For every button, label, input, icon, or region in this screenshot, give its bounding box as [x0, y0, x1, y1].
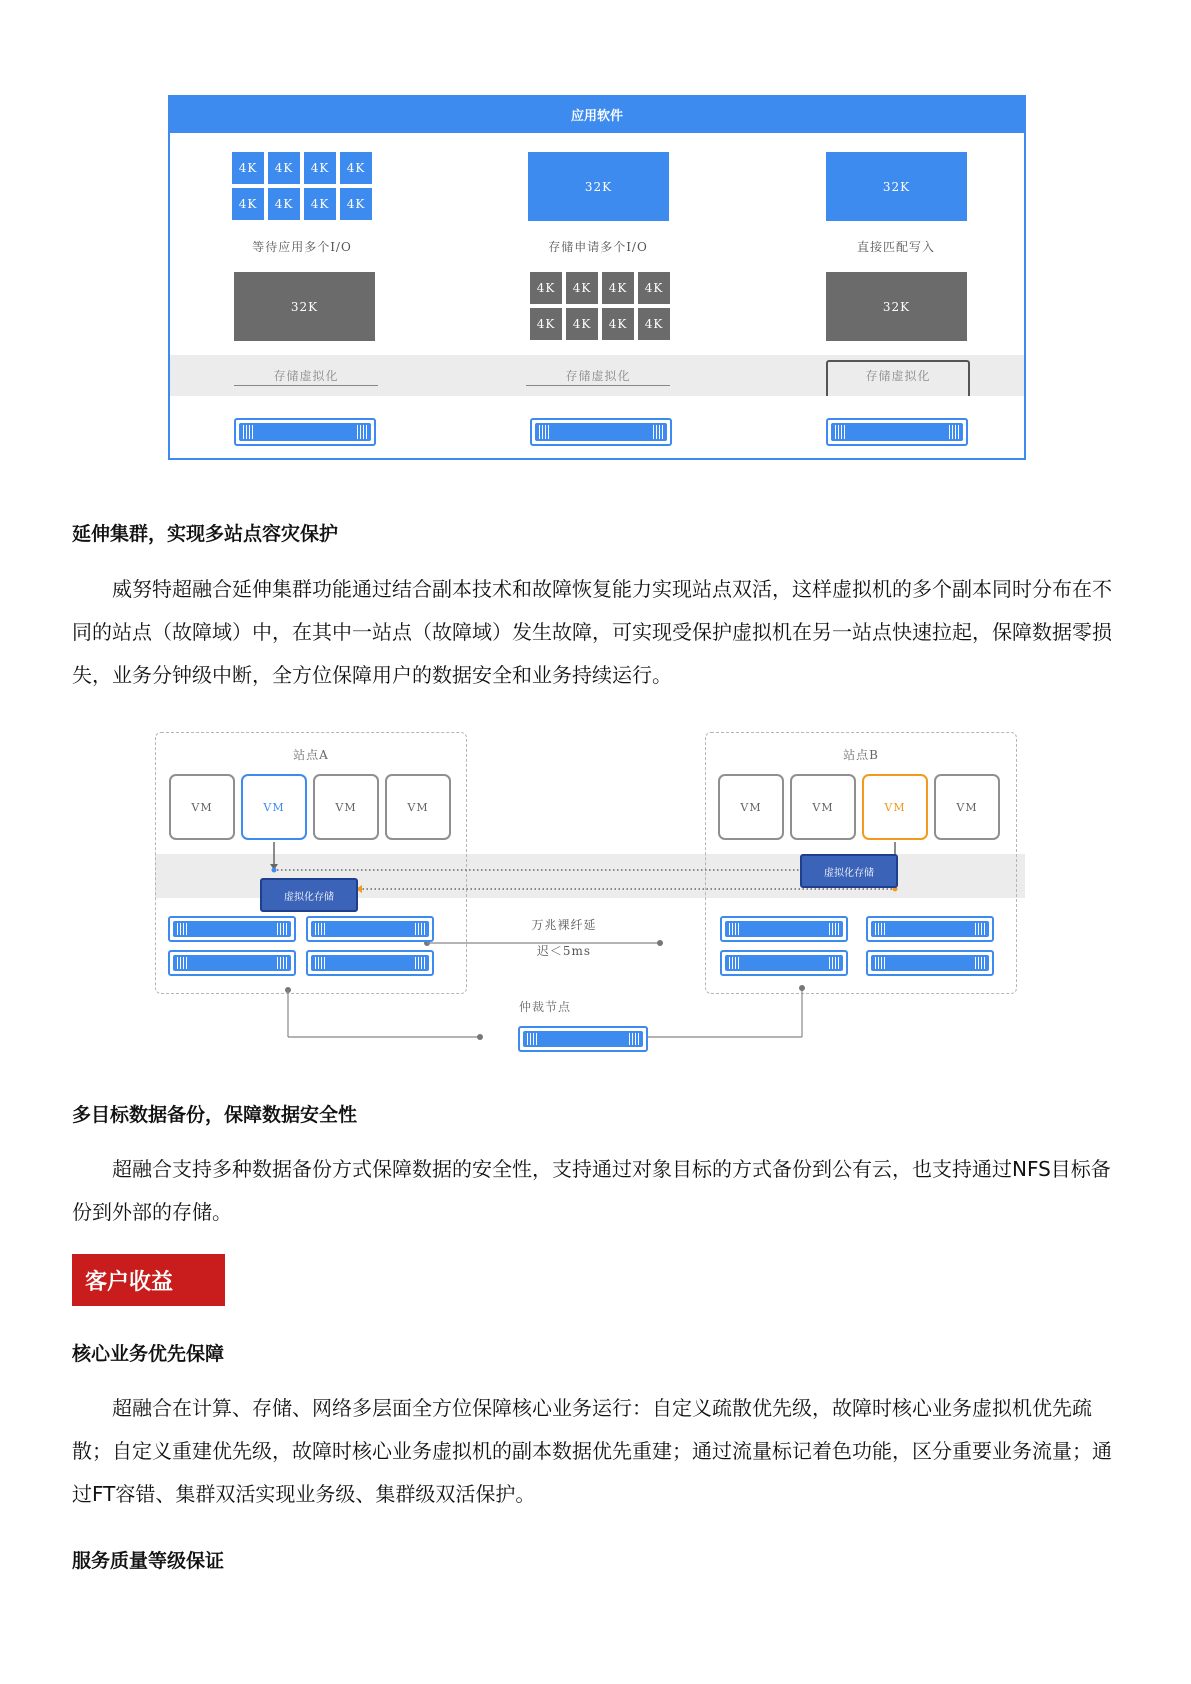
site-b-disk	[866, 916, 994, 942]
io-block-32k: 32K	[528, 152, 669, 221]
heading-qos-guarantee: 服务质量等级保证	[72, 1550, 225, 1572]
vm-box: VM	[385, 774, 451, 840]
network-label-line1: 万兆裸纤延	[531, 918, 597, 932]
virtual-storage-site-b: 虚拟化存储	[800, 854, 898, 888]
heading-core-business-priority: 核心业务优先保障	[72, 1343, 225, 1365]
site-a-disk	[168, 950, 296, 976]
storage-virtualization-label: 存储虚拟化	[234, 367, 378, 386]
caption-direct-write: 直接匹配写入	[856, 240, 935, 254]
vm-box: VM	[790, 774, 856, 840]
storage-block-4k: 4K	[638, 308, 670, 340]
storage-block-32k: 32K	[234, 272, 375, 341]
small-block-grid	[232, 152, 372, 226]
storage-block-4k: 4K	[566, 272, 598, 304]
io-block-4k: 4K	[232, 152, 264, 184]
paragraph-core-business-priority: 超融合在计算、存储、网络多层面全方位保障核心业务运行：自定义疏散优先级，故障时核心业务虚拟机优先疏散；自定义重建优先级，故障时核心业务虚拟机的副本数据优先重建；通过流量标记着色功能，区分重要业务流量；通过FT容错、集群双活实现业务级、集群级双活保护。	[72, 1396, 1112, 1506]
storage-disk	[234, 418, 376, 446]
io-block-4k: 4K	[268, 152, 300, 184]
site-b-disk	[720, 916, 848, 942]
virtual-storage-site-a: 虚拟化存储	[260, 878, 358, 912]
storage-block-4k: 4K	[602, 272, 634, 304]
io-block-4k: 4K	[340, 188, 372, 220]
io-block-4k: 4K	[304, 152, 336, 184]
vm-box-protected: VM	[241, 774, 307, 840]
vm-box: VM	[934, 774, 1000, 840]
connector-dot-blue	[272, 868, 277, 873]
figure-header-app-software: 应用软件	[168, 95, 1026, 133]
storage-block-4k: 4K	[566, 308, 598, 340]
storage-disk	[530, 418, 672, 446]
arbiter-node	[518, 1026, 648, 1052]
site-a-disk	[306, 950, 434, 976]
vm-box: VM	[313, 774, 379, 840]
customer-benefits-tag: 客户收益	[72, 1254, 225, 1306]
site-a-disk	[168, 916, 296, 942]
vm-box: VM	[718, 774, 784, 840]
vm-box: VM	[169, 774, 235, 840]
site-a-disk	[306, 916, 434, 942]
io-block-32k: 32K	[826, 152, 967, 221]
arbiter-link-dot	[799, 985, 805, 991]
figure-stretched-cluster	[150, 730, 1045, 1060]
vm-box-replica: VM	[862, 774, 928, 840]
paragraph-stretched-cluster: 威努特超融合延伸集群功能通过结合副本技术和故障恢复能力实现站点双活，这样虚拟机的多个副本同时分布在不同的站点（故障域）中，在其中一站点（故障域）发生故障，可实现受保护虚拟机在另一站点快速拉起，保障数据零损失，业务分钟级中断，全方位保障用户的数据安全和业务持续运行。	[72, 577, 1112, 687]
io-block-4k: 4K	[232, 188, 264, 220]
site-b-disk	[720, 950, 848, 976]
site-a-title: 站点A	[293, 748, 329, 762]
storage-block-4k: 4K	[530, 272, 562, 304]
site-b-disk	[866, 950, 994, 976]
storage-disk	[826, 418, 968, 446]
network-label-line2: 迟＜5ms	[536, 944, 592, 958]
site-b-title: 站点B	[843, 748, 879, 762]
storage-block-4k: 4K	[530, 308, 562, 340]
heading-stretched-cluster: 延伸集群，实现多站点容灾保护	[72, 523, 339, 545]
io-block-4k: 4K	[304, 188, 336, 220]
arbiter-title: 仲裁节点	[518, 1000, 571, 1014]
storage-block-4k: 4K	[638, 272, 670, 304]
paragraph-multi-target-backup: 超融合支持多种数据备份方式保障数据的安全性，支持通过对象目标的方式备份到公有云，也支持通过NFS目标备份到外部的存储。	[72, 1157, 1111, 1224]
storage-virtualization-label: 存储虚拟化	[526, 367, 670, 386]
storage-virtualization-label: 存储虚拟化	[865, 369, 931, 383]
io-block-4k: 4K	[268, 188, 300, 220]
io-block-4k: 4K	[340, 152, 372, 184]
storage-small-block-grid	[530, 272, 670, 346]
storage-block-32k: 32K	[826, 272, 967, 341]
caption-wait-app-io: 等待应用多个I/O	[252, 240, 352, 254]
storage-block-4k: 4K	[602, 308, 634, 340]
arbiter-link-dot	[477, 1034, 483, 1040]
caption-storage-request-io: 存储申请多个I/O	[548, 240, 648, 254]
heading-multi-target-backup: 多目标数据备份，保障数据安全性	[72, 1104, 358, 1126]
